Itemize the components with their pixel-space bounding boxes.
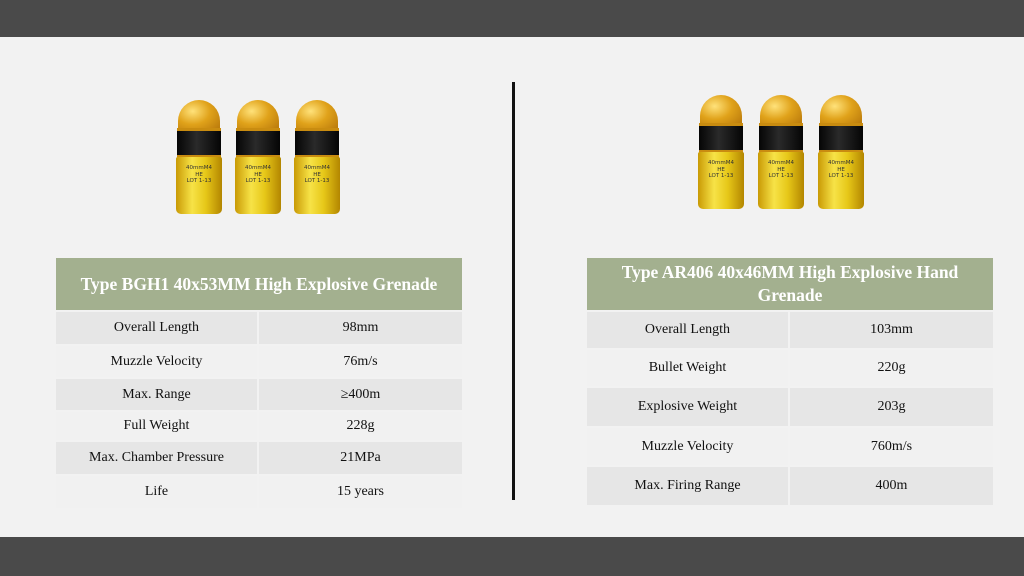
spec-value: 220g xyxy=(790,350,993,386)
left-spec-table xyxy=(54,256,464,510)
left-table-title: Type BGH1 40x53MM High Explosive Grenade xyxy=(56,258,462,310)
spec-label: Muzzle Velocity xyxy=(587,428,788,465)
spec-label: Overall Length xyxy=(587,312,788,348)
top-bar xyxy=(0,0,1024,37)
spec-value: 103mm xyxy=(790,312,993,348)
table-row xyxy=(587,467,993,505)
spec-label: Overall Length xyxy=(56,312,257,344)
spec-value: 203g xyxy=(790,388,993,426)
table-row xyxy=(587,312,993,348)
spec-value: 15 years xyxy=(259,476,462,508)
table-row xyxy=(56,476,462,508)
spec-value: 760m/s xyxy=(790,428,993,465)
table-row xyxy=(56,442,462,474)
spec-label: Full Weight xyxy=(56,412,257,440)
table-row xyxy=(56,312,462,344)
left-grenade-image xyxy=(176,100,340,216)
spec-value: 228g xyxy=(259,412,462,440)
grenade-round xyxy=(818,95,864,211)
spec-value: 400m xyxy=(790,467,993,505)
center-divider xyxy=(512,82,515,500)
table-row xyxy=(56,412,462,440)
table-row xyxy=(587,350,993,386)
grenade-round xyxy=(698,95,744,211)
spec-value: ≥400m xyxy=(259,379,462,410)
grenade-round xyxy=(176,100,222,216)
round-marking: 40mmM4 HE LOT 1-13 xyxy=(294,157,340,214)
spec-label: Bullet Weight xyxy=(587,350,788,386)
table-row xyxy=(587,388,993,426)
spec-label: Max. Firing Range xyxy=(587,467,788,505)
bottom-bar xyxy=(0,537,1024,576)
grenade-round xyxy=(294,100,340,216)
right-table-title: Type AR406 40x46MM High Explosive Hand Grenade xyxy=(587,258,993,310)
grenade-round xyxy=(758,95,804,211)
table-row xyxy=(587,428,993,465)
round-marking: 40mmM4 HE LOT 1-13 xyxy=(818,152,864,209)
spec-label: Max. Range xyxy=(56,379,257,410)
spec-value: 21MPa xyxy=(259,442,462,474)
round-marking: 40mmM4 HE LOT 1-13 xyxy=(176,157,222,214)
table-row xyxy=(56,379,462,410)
round-marking: 40mmM4 HE LOT 1-13 xyxy=(235,157,281,214)
grenade-round xyxy=(235,100,281,216)
spec-label: Explosive Weight xyxy=(587,388,788,426)
spec-label: Muzzle Velocity xyxy=(56,346,257,377)
round-marking: 40mmM4 HE LOT 1-13 xyxy=(698,152,744,209)
right-grenade-image xyxy=(698,95,864,211)
spec-label: Life xyxy=(56,476,257,508)
spec-label: Max. Chamber Pressure xyxy=(56,442,257,474)
spec-value: 76m/s xyxy=(259,346,462,377)
spec-value: 98mm xyxy=(259,312,462,344)
table-row xyxy=(56,346,462,377)
right-spec-table xyxy=(585,256,995,507)
round-marking: 40mmM4 HE LOT 1-13 xyxy=(758,152,804,209)
